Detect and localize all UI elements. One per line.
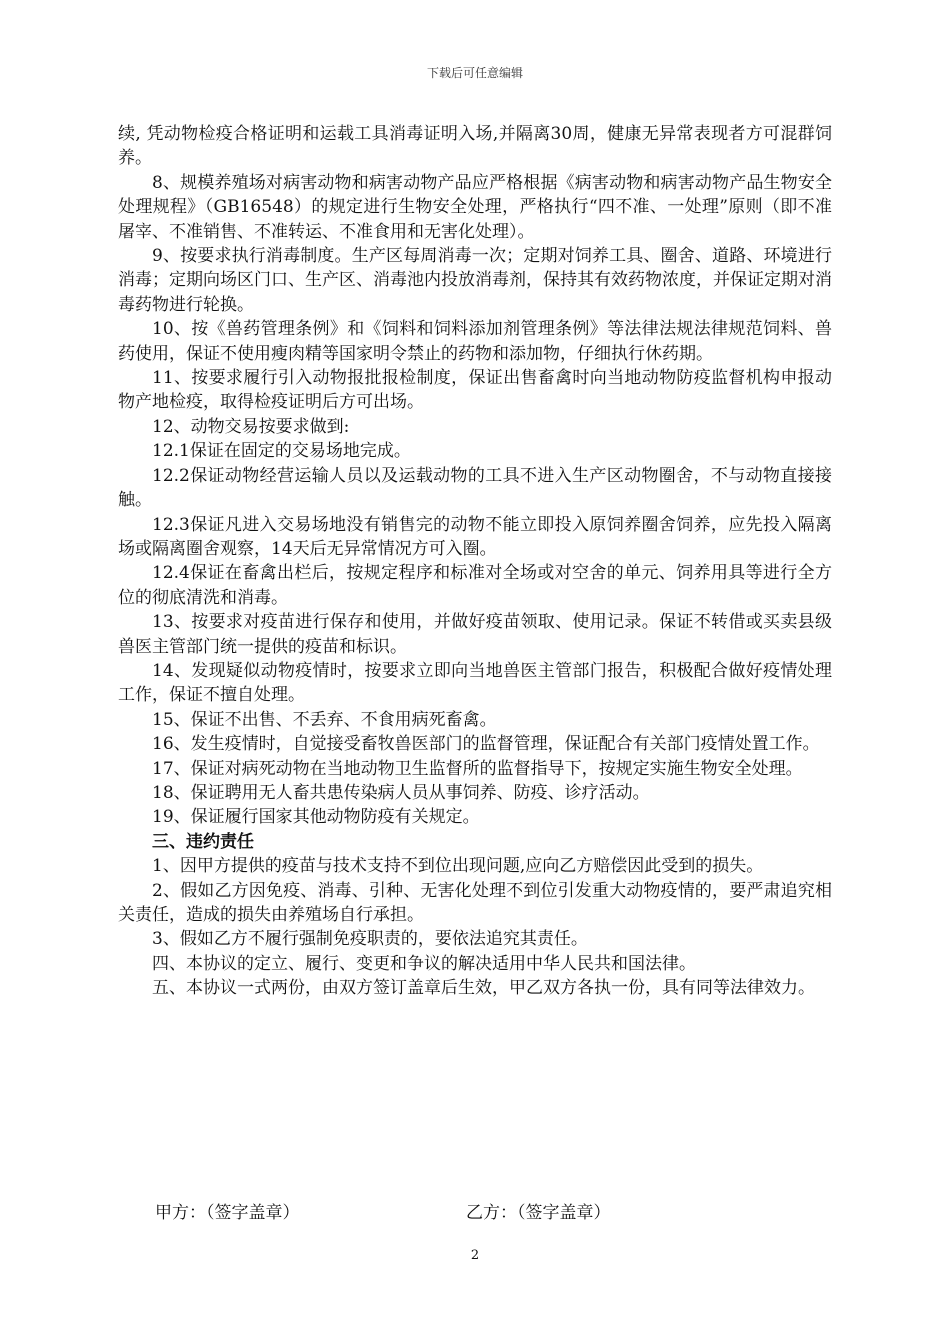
clause-15: 15、保证不出售、不丢弃、不食用病死畜禽。: [152, 709, 497, 730]
clause-12-2: 12.2保证动物经营运输人员以及运载动物的工具不进入生产区动物圈舍，不与动物直接接触。: [118, 465, 832, 511]
clause-18: 18、保证聘用无人畜共患传染病人员从事饲养、防疫、诊疗活动。: [152, 782, 650, 803]
clause-19: 19、保证履行国家其他动物防疫有关规定。: [152, 807, 480, 828]
page-header: 下载后可任意编辑: [426, 66, 523, 80]
clause-13: 13、按要求对疫苗进行保存和使用，并做好疫苗领取、使用记录。保证不转借或买卖县级兽医主管部门统一提供的疫苗和标识。: [118, 612, 832, 657]
clause-12-4: 12.4保证在畜禽出栏后，按规定程序和标准对全场或对空舍的单元、饲养用具等进行全方位的彻底清洗和消毒。: [118, 563, 832, 608]
document-body: [118, 122, 832, 1001]
clause-12: 12、动物交易按要求做到:: [152, 416, 350, 437]
clause-8: 8、规模养殖场对病害动物和病害动物产品应严格根据《病害动物和病害动物产品生物安全处理规程》（GB16548）的规定进行生物安全处理，严格执行“四不准、一处理”原则（即不准屠宰、不准销售、不准转运、不准食用和无害化处理）。: [118, 172, 832, 242]
paragraph-continuation: 续, 凭动物检疫合格证明和运载工具消毒证明入场,并隔离30周，健康无异常表现者方可混群饲养。: [118, 124, 832, 169]
section-five-copies: 五、本协议一式两份，由双方签订盖章后生效，甲乙双方各执一份，具有同等法律效力。: [152, 978, 815, 999]
clause-16: 16、发生疫情时，自觉接受畜牧兽医部门的监督管理，保证配合有关部门疫情处置工作。: [152, 734, 820, 755]
party-b-signature: 乙方：（签字盖章）: [466, 1203, 611, 1223]
clause-10: 10、按《兽药管理条例》和《饲料和饲料添加剂管理条例》等法律法规法律规范饲料、兽药使用，保证不使用瘦肉精等国家明令禁止的药物和添加物，仔细执行休药期。: [118, 319, 832, 364]
clause-17: 17、保证对病死动物在当地动物卫生监督所的监督指导下，按规定实施生物安全处理。: [152, 758, 803, 779]
page-number: 2: [470, 1248, 480, 1263]
clause-9: 9、按要求执行消毒制度。生产区每周消毒一次；定期对饲养工具、圈舍、道路、环境进行消毒；定期向场区门口、生产区、消毒池内投放消毒剂，保持其有效药物浓度，并保证定期对消毒药物进行轮换。: [118, 246, 832, 315]
clause-14: 14、发现疑似动物疫情时，按要求立即向当地兽医主管部门报告，积极配合做好疫情处理工作，保证不擅自处理。: [118, 660, 832, 706]
liability-clause-3: 3、假如乙方不履行强制免疫职责的，要依法追究其责任。: [152, 929, 588, 950]
party-a-signature: 甲方：（签字盖章）: [155, 1203, 300, 1223]
liability-clause-1: 1、因甲方提供的疫苗与技术支持不到位出现问题,应向乙方赔偿因此受到的损失。: [152, 856, 764, 877]
liability-clause-2: 2、假如乙方因免疫、消毒、引种、无害化处理不到位引发重大动物疫情的，要严肃追究相关责任，造成的损失由养殖场自行承担。: [118, 880, 832, 925]
clause-12-1: 12.1保证在固定的交易场地完成。: [152, 441, 411, 462]
section-four-governing-law: 四、本协议的定立、履行、变更和争议的解决适用中华人民共和国法律。: [152, 953, 696, 974]
clause-11: 11、按要求履行引入动物报批报检制度，保证出售畜禽时向当地动物防疫监督机构申报动物产地检疫，取得检疫证明后方可出场。: [118, 368, 832, 413]
clause-12-3: 12.3保证凡进入交易场地没有销售完的动物不能立即投入原饲养圈舍饲养，应先投入隔离场或隔离圈舍观察，14天后无异常情况方可入圈。: [118, 514, 832, 559]
section-heading-liability: 三、违约责任: [152, 831, 254, 852]
